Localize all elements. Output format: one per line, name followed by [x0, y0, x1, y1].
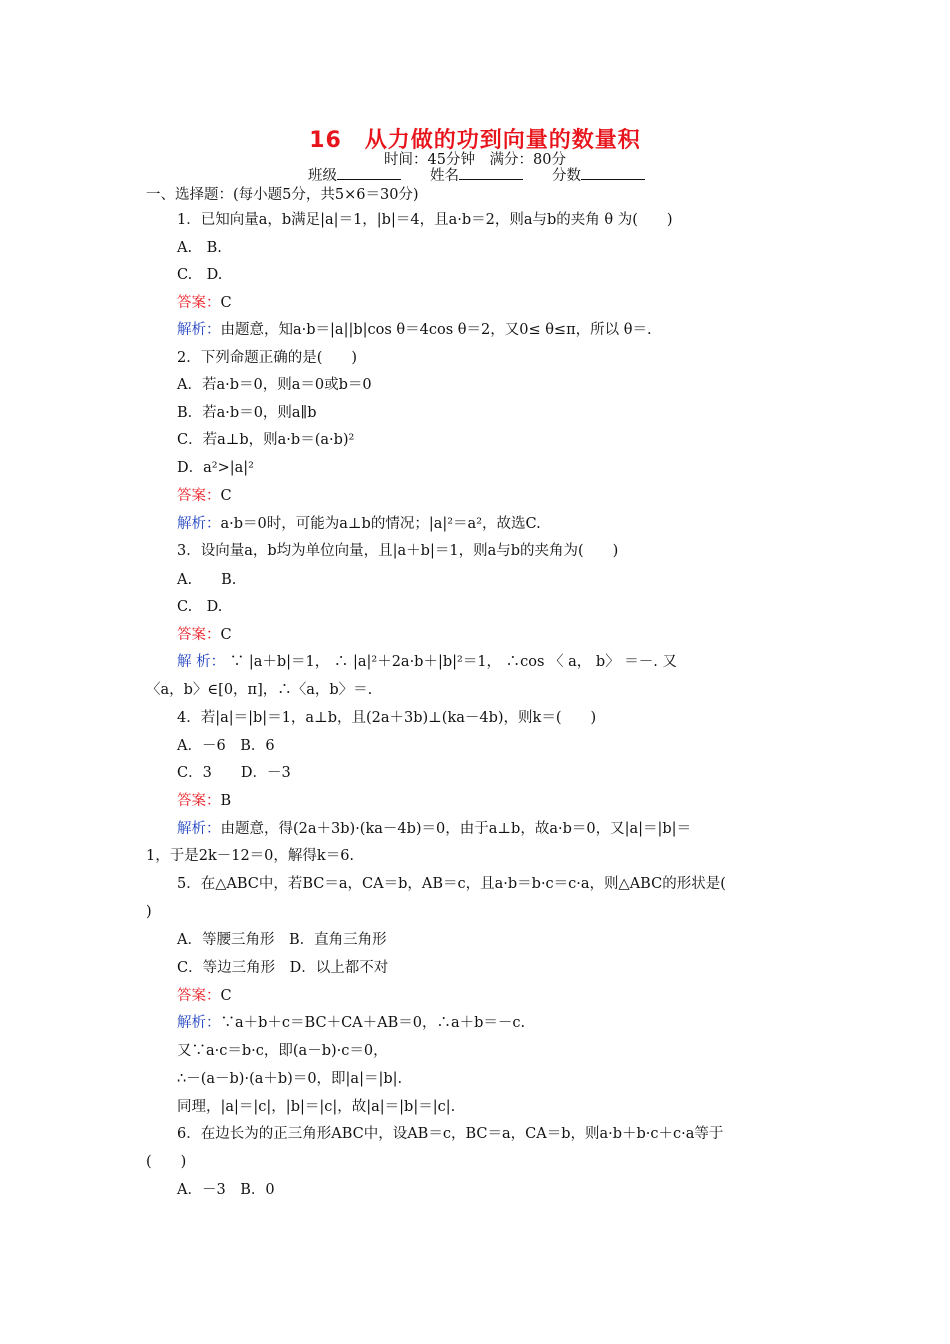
text-line — [177, 430, 354, 450]
text-line — [146, 1152, 186, 1172]
class-label: 班级 — [308, 168, 337, 184]
answer-label: 答案： — [177, 988, 221, 1004]
line-text: a·b＝0时，可能为a⊥b的情况；|a|²＝a²，故选C. — [220, 516, 541, 532]
line-text: B — [220, 793, 232, 809]
line-text: ∵ |a＋b|＝1， ∴ |a|²＋2a·b＋|b|²＝1， ∴cos 〈 a， b〉 ＝－. 又 — [225, 654, 678, 670]
text-line — [177, 238, 222, 258]
text-line — [177, 736, 275, 756]
name-label: 姓名 — [430, 168, 459, 184]
line-text: C — [220, 295, 232, 311]
text-line — [177, 763, 291, 783]
answer-label: 答案： — [177, 488, 221, 504]
text-line — [177, 210, 673, 230]
text-line — [177, 348, 357, 368]
text-line — [177, 1124, 723, 1144]
analysis-label: 解析： — [177, 821, 221, 837]
line-text: D．a²>|a|² — [177, 460, 254, 476]
analysis-line — [177, 320, 652, 340]
text-line — [177, 1069, 402, 1089]
text-line — [177, 1180, 275, 1200]
line-text: A. B. — [177, 240, 222, 256]
analysis-label: 解 析： — [177, 654, 226, 670]
text-line — [146, 680, 372, 700]
text-line — [177, 375, 372, 395]
line-text: 3．设向量a，b均为单位向量，且|a＋b|＝1，则a与b的夹角为( ) — [177, 543, 619, 559]
line-text: C．等边三角形 D．以上都不对 — [177, 960, 389, 976]
line-text: C. D. — [177, 599, 223, 615]
analysis-label: 解析： — [177, 1015, 221, 1031]
line-text: ) — [146, 904, 152, 920]
answer-line — [177, 486, 232, 506]
line-text: 5．在△ABC中，若BC＝a，CA＝b，AB＝c，且a·b＝b·c＝c·a，则△ABC的形状是( — [177, 876, 726, 892]
class-blank — [337, 165, 401, 180]
line-text: 一、选择题：(每小题5分，共5×6＝30分) — [146, 187, 419, 203]
time-score-info: 时间：45分钟 满分：80分 — [384, 152, 566, 168]
line-text: B．若a·b＝0，则a∥b — [177, 405, 317, 421]
text-line — [146, 185, 419, 205]
text-line — [177, 570, 236, 590]
document-title: 16 从力做的功到向量的数量积 — [309, 128, 641, 153]
line-text: 由题意，知a·b＝|a||b|cos θ＝4cos θ＝2，又0≤ θ≤π，所以 θ＝. — [220, 322, 652, 338]
line-text: C — [220, 488, 232, 504]
line-text: ( ) — [146, 1154, 187, 1170]
score-label: 分数 — [552, 168, 581, 184]
answer-line — [177, 791, 231, 811]
answer-label: 答案： — [177, 793, 221, 809]
line-text: 又∵a·c＝b·c，即(a－b)·c＝0， — [177, 1043, 388, 1059]
text-line — [177, 1097, 455, 1117]
line-text: A．等腰三角形 B．直角三角形 — [177, 932, 387, 948]
line-text: C．若a⊥b，则a·b＝(a·b)² — [177, 432, 355, 448]
text-line — [177, 708, 596, 728]
line-text: 1，于是2k－12＝0，解得k＝6. — [146, 848, 355, 864]
text-line — [177, 541, 618, 561]
line-text: 6．在边长为的正三角形ABC中，设AB＝c，BC＝a，CA＝b，则a·b＋b·c＋c·a等于 — [177, 1126, 724, 1142]
text-line — [177, 1041, 388, 1061]
text-line — [177, 874, 726, 894]
answer-label: 答案： — [177, 627, 221, 643]
analysis-line — [177, 1013, 525, 1033]
line-text: C — [220, 627, 232, 643]
line-text: 4．若|a|＝|b|＝1，a⊥b，且(2a＋3b)⊥(ka－4b)，则k＝( ) — [177, 710, 597, 726]
name-blank — [459, 165, 523, 180]
text-line — [177, 958, 388, 978]
line-text: A．－3 B．0 — [177, 1182, 275, 1198]
analysis-line — [177, 514, 541, 534]
text-line — [146, 902, 152, 922]
answer-line — [177, 986, 232, 1006]
text-line — [177, 458, 254, 478]
line-text: C — [220, 988, 232, 1004]
analysis-label: 解析： — [177, 516, 221, 532]
text-line — [146, 846, 354, 866]
line-text: 同理，|a|＝|c|，|b|＝|c|，故|a|＝|b|＝|c|. — [177, 1099, 456, 1115]
answer-label: 答案： — [177, 295, 221, 311]
text-line — [177, 930, 387, 950]
line-text: 2．下列命题正确的是( ) — [177, 350, 358, 366]
line-text: A．若a·b＝0，则a＝0或b＝0 — [177, 377, 372, 393]
line-text: ∴－(a－b)·(a＋b)＝0，即|a|＝|b|. — [177, 1071, 403, 1087]
text-line — [177, 403, 317, 423]
analysis-line — [177, 652, 677, 672]
line-text: C．3 D．－3 — [177, 765, 291, 781]
line-text: 由题意，得(2a＋3b)·(ka－4b)＝0，由于a⊥b，故a·b＝0，又|a|＝|b|＝ — [220, 821, 692, 837]
line-text: A. B. — [177, 572, 237, 588]
analysis-label: 解析： — [177, 322, 221, 338]
line-text: A．－6 B．6 — [177, 738, 275, 754]
line-text: 〈a，b〉∈[0，π]，∴〈a，b〉＝. — [146, 682, 373, 698]
text-line — [177, 597, 222, 617]
line-text: ∵a＋b＋c＝BC＋CA＋AB＝0，∴a＋b＝－c. — [220, 1015, 526, 1031]
score-blank — [581, 165, 645, 180]
answer-line — [177, 293, 232, 313]
student-info-row — [308, 164, 645, 185]
answer-line — [177, 625, 232, 645]
analysis-line — [177, 819, 691, 839]
text-line — [177, 265, 222, 285]
line-text: C. D. — [177, 267, 223, 283]
line-text: 1．已知向量a，b满足|a|＝1，|b|＝4，且a·b＝2，则a与b的夹角 θ 为( ) — [177, 212, 673, 228]
